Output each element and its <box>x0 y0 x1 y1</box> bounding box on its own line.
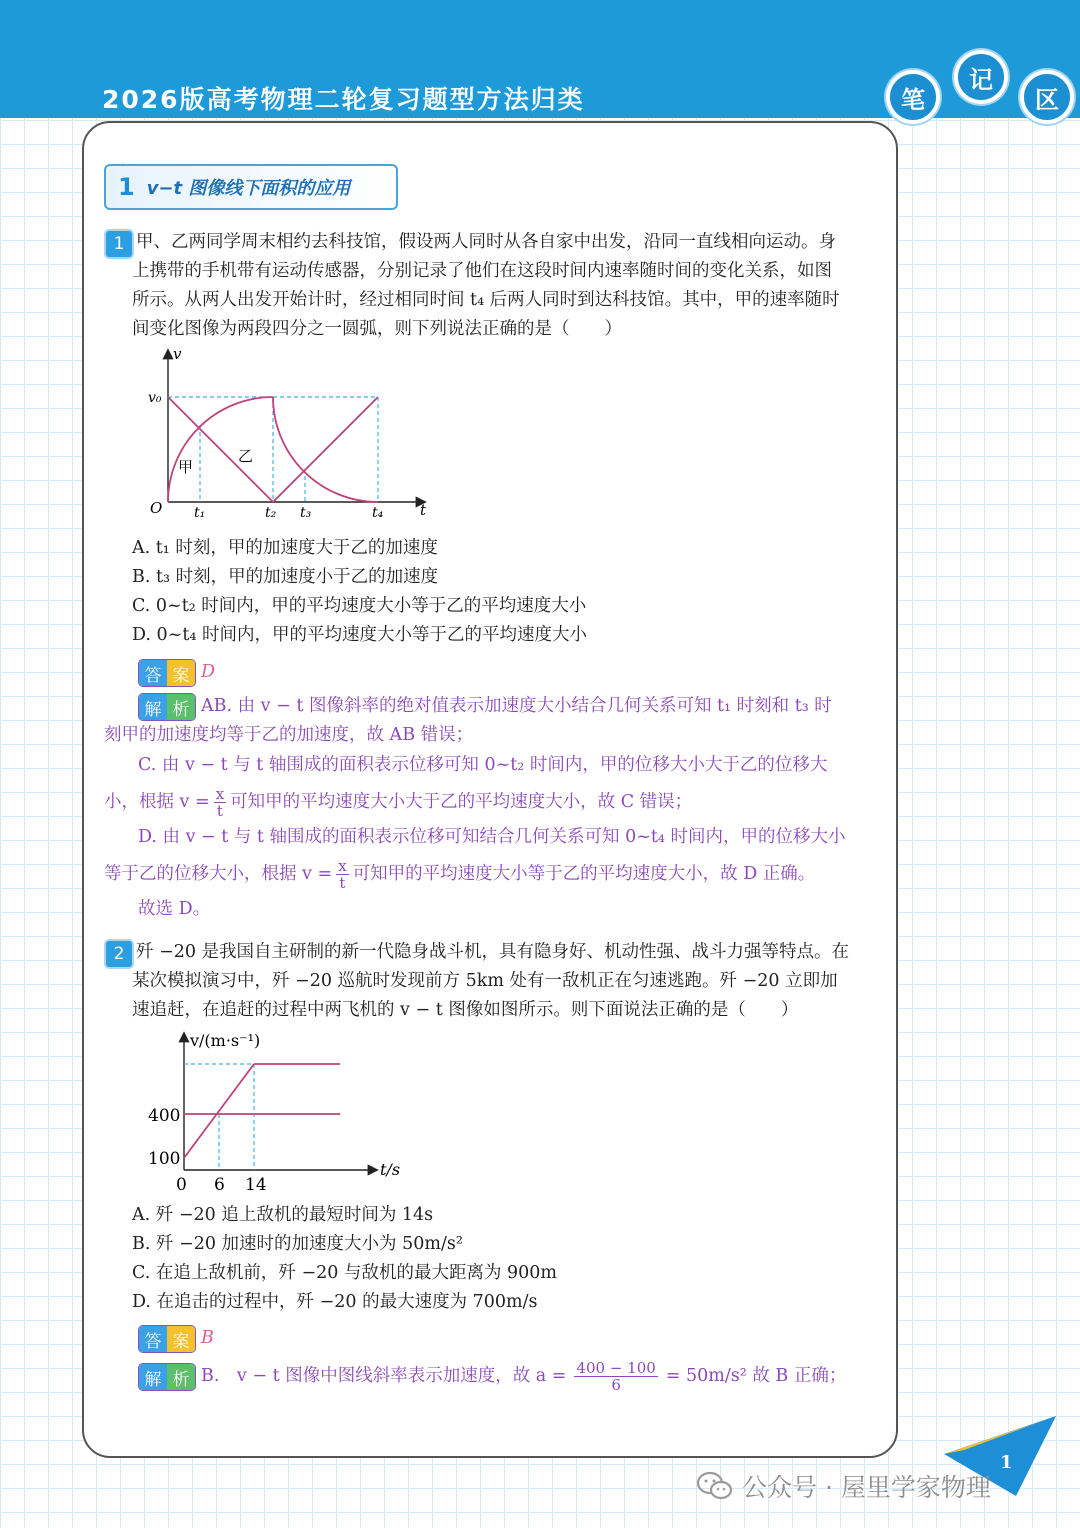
q2-stem-line: 某次模拟演习中，歼 −20 巡航时发现前方 5km 处有一敌机正在匀速逃跑。歼 −20 立即加 <box>132 971 838 991</box>
q1-option-d: D. 0~t₄ 时间内，甲的平均速度大小等于乙的平均速度大小 <box>132 625 587 645</box>
q2-analysis-line: B. v − t 图像中图线斜率表示加速度，故 a = $\frac{400 - 100}{6}$ = 50m/s² 故 B 正确； <box>201 1359 847 1394</box>
x-axis-label: t/s <box>380 1160 401 1179</box>
question-number-1: 1 <box>104 229 134 259</box>
q1-analysis-line: 刻甲的加速度均等于乙的加速度，故 AB 错误； <box>104 725 474 745</box>
x-axis-label: t <box>420 501 427 519</box>
q2-option-d: D. 在追击的过程中，歼 −20 的最大速度为 700m/s <box>132 1292 538 1312</box>
tick-t1: t₁ <box>194 505 206 521</box>
y-axis-label: v <box>173 345 182 363</box>
analysis-tag: 解 析 <box>138 693 196 721</box>
curve-label-yi: 乙 <box>238 447 254 465</box>
book-title: 2026版高考物理二轮复习题型方法归类 <box>102 85 585 114</box>
q1-analysis-line: 小，根据 v = $\frac{x}{t}$ 可知甲的平均速度大小大于乙的平均速度大小，故 C 错误； <box>104 785 693 820</box>
q1-analysis-line: 故选 D。 <box>138 899 211 919</box>
fraction: $\frac{x}{t}$ <box>215 785 225 820</box>
q1-option-b: B. t₃ 时刻，甲的加速度小于乙的加速度 <box>132 567 439 587</box>
x-tick-6: 6 <box>214 1175 225 1195</box>
section-title <box>104 164 398 210</box>
q2-stem-line: 歼 −20 是我国自主研制的新一代隐身战斗机，具有隐身好、机动性强、战斗力强等特点。在 <box>136 942 850 962</box>
q2-option-a: A. 歼 −20 追上敌机的最短时间为 14s <box>132 1205 434 1225</box>
q2-option-c: C. 在追上敌机前，歼 −20 与敌机的最大距离为 900m <box>132 1263 558 1283</box>
q1-stem-line: 间变化图像为两段四分之一圆弧，则下列说法正确的是（ ） <box>132 319 622 339</box>
q2-option-b: B. 歼 −20 加速时的加速度大小为 50m/s² <box>132 1234 463 1254</box>
tick-t4: t₄ <box>372 505 384 521</box>
answer-tag: 答 案 <box>138 659 196 687</box>
v0-label: v₀ <box>148 390 162 406</box>
q1-stem-line: 所示。从两人出发开始计时，经过相同时间 t₄ 后两人同时到达科技馆。其中，甲的速率随时 <box>132 290 840 310</box>
x-tick-0: 0 <box>176 1175 187 1195</box>
q1-vt-graph <box>140 345 440 530</box>
q1-option-c: C. 0~t₂ 时间内，甲的平均速度大小等于乙的平均速度大小 <box>132 596 587 616</box>
y-tick-100: 100 <box>148 1149 181 1169</box>
q1-stem-line: 上携带的手机带有运动传感器，分别记录了他们在这段时间内速率随时间的变化关系，如图 <box>132 261 832 281</box>
note-badge-3: 区 <box>1020 70 1074 124</box>
section-number: 1 <box>118 173 135 201</box>
origin-label: O <box>150 499 163 517</box>
x-tick-14: 14 <box>245 1175 267 1195</box>
note-badge-1: 笔 <box>886 70 940 124</box>
tick-t3: t₃ <box>300 505 312 521</box>
q1-analysis-line: D. 由 v − t 与 t 轴围成的面积表示位移可知结合几何关系可知 0~t₄ 时间内，甲的位移大小 <box>138 827 846 847</box>
y-axis-label: v/(m·s⁻¹) <box>190 1031 261 1050</box>
q1-answer: D <box>201 662 216 682</box>
y-tick-400: 400 <box>148 1106 181 1126</box>
section-title-text: v−t 图像线下面积的应用 <box>146 178 351 199</box>
fraction: $\frac{400 - 100}{6}$ <box>576 1359 656 1394</box>
q1-analysis-line: 等于乙的位移大小，根据 v = $\frac{x}{t}$ 可知甲的平均速度大小等于乙的平均速度大小，故 D 正确。 <box>104 857 816 892</box>
fraction: $\frac{x}{t}$ <box>338 857 347 892</box>
wechat-watermark <box>696 1466 991 1506</box>
q1-analysis-line: C. 由 v − t 与 t 轴围成的面积表示位移可知 0~t₂ 时间内，甲的位移大小大于乙的位移大 <box>138 755 828 775</box>
wechat-icon <box>696 1470 734 1502</box>
q2-vt-graph <box>140 1026 430 1198</box>
page-number: 1 <box>1000 1452 1013 1473</box>
q2-stem-line: 速追赶，在追赶的过程中两飞机的 v − t 图像如图所示。则下面说法正确的是（ ） <box>132 1000 799 1020</box>
q1-option-a: A. t₁ 时刻，甲的加速度大于乙的加速度 <box>132 538 438 558</box>
q1-analysis-line: AB. 由 v − t 图像斜率的绝对值表示加速度大小结合几何关系可知 t₁ 时刻和 t₃ 时 <box>201 696 832 716</box>
question-number-2: 2 <box>104 939 134 969</box>
note-badge-2: 记 <box>954 50 1008 104</box>
tick-t2: t₂ <box>265 505 277 521</box>
wechat-account-name: 公众号 · 屋里学家物理 <box>742 1473 991 1502</box>
curve-label-jia: 甲 <box>178 458 194 476</box>
q1-stem-line: 甲、乙两同学周末相约去科技馆，假设两人同时从各自家中出发，沿同一直线相向运动。身 <box>136 232 836 252</box>
analysis-tag: 解 析 <box>138 1363 196 1391</box>
q2-answer: B <box>201 1328 214 1348</box>
answer-tag: 答 案 <box>138 1325 196 1353</box>
